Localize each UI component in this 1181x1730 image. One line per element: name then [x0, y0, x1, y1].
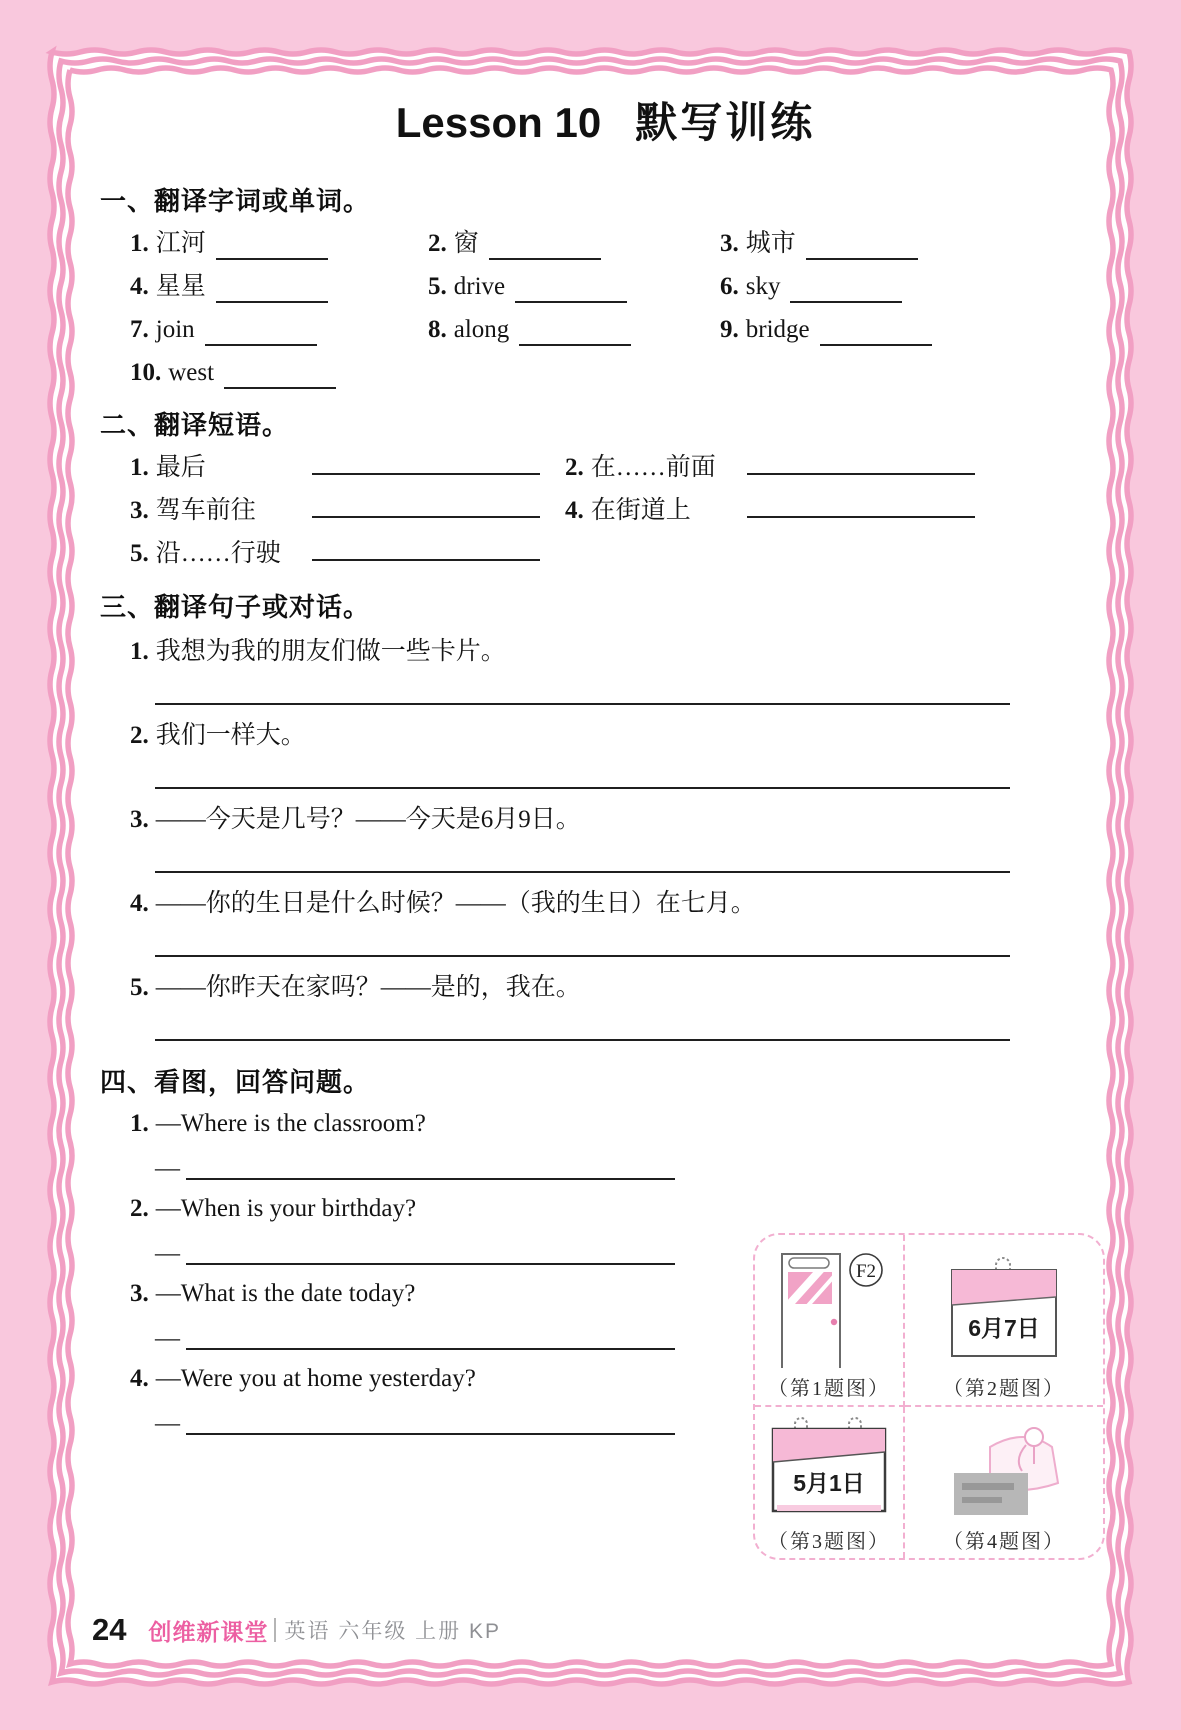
answer-blank: [515, 279, 627, 303]
answer-row: [155, 1410, 675, 1437]
item-number: 5.: [428, 273, 447, 300]
calendar-date: 6月7日: [968, 1315, 1040, 1341]
sentence-cn: ——你昨天在家吗？——是的，我在。: [155, 974, 581, 1001]
answer-blank: [312, 537, 540, 561]
item-number: 7.: [130, 316, 149, 343]
item-number: 5.: [130, 540, 149, 567]
phrase-item: [565, 494, 1111, 537]
answer-blank: [747, 494, 975, 518]
word-item: [720, 270, 1111, 313]
figure-3-caption: （第3题图）: [768, 1531, 890, 1553]
question-item: [130, 1193, 675, 1265]
brand-name: 创维新课堂: [148, 1618, 269, 1645]
phrase-label: [565, 494, 737, 528]
word-item: [720, 227, 1111, 270]
sentence-item: [130, 971, 1111, 1041]
item-phrase: 在……前面: [590, 454, 716, 481]
word-item: [428, 270, 720, 313]
item-number: 4.: [565, 497, 584, 524]
item-number: 3.: [720, 230, 739, 257]
figure-3-cell: [755, 1407, 905, 1558]
page-content: [70, 70, 1111, 1664]
item-number: 1.: [130, 230, 149, 257]
section4-heading: 四、看图，回答问题。: [100, 1067, 371, 1097]
answer-dash: —: [155, 1325, 180, 1352]
sentence-text: [130, 971, 1111, 1005]
phrase-label: [130, 494, 302, 528]
item-number: 2.: [565, 454, 584, 481]
item-number: 8.: [428, 316, 447, 343]
section4: [100, 1065, 1111, 1553]
answer-line: [155, 1039, 1010, 1041]
item-word: bridge: [745, 316, 810, 343]
section2-heading: 二、翻译短语。: [100, 410, 290, 440]
answer-dash: —: [155, 1240, 180, 1267]
calendar-date: 5月1日: [793, 1470, 865, 1496]
figure-2-caption: （第2题图）: [943, 1378, 1065, 1400]
sentence-cn: 我们一样大。: [155, 722, 306, 749]
answer-dash: —: [155, 1155, 180, 1182]
sofa-scene-illustration: [938, 1411, 1070, 1523]
section2-phrase-list: [100, 451, 1111, 580]
question-en: —Where is the classroom?: [155, 1110, 426, 1137]
item-word: 城市: [745, 230, 796, 257]
item-number: 3.: [130, 497, 149, 524]
lesson-title-cn: 默写训练: [635, 99, 816, 146]
answer-blank: [747, 451, 975, 475]
figure-panel: [753, 1233, 1105, 1560]
footer-divider: [274, 1618, 276, 1642]
item-number: 6.: [720, 273, 739, 300]
answer-blank: [519, 322, 631, 346]
sentence-cn: ——今天是几号？——今天是6月9日。: [155, 806, 581, 833]
page-footer: [92, 1612, 501, 1648]
book-meta: 英语 六年级 上册 KP: [284, 1620, 502, 1643]
answer-line: [155, 787, 1010, 789]
answer-blank: [489, 236, 601, 260]
calendar-illustration: [765, 1411, 893, 1523]
answer-blank: [312, 451, 540, 475]
word-item: [130, 313, 428, 356]
question-item: [130, 1363, 675, 1435]
answer-blank: [312, 494, 540, 518]
answer-row: [155, 1155, 675, 1182]
sentence-text: [130, 635, 1111, 669]
door-illustration: [772, 1242, 887, 1370]
page-title: [100, 98, 1111, 148]
sentence-text: [130, 719, 1111, 753]
question-en: —When is your birthday?: [155, 1195, 417, 1222]
answer-blank: [186, 1433, 675, 1435]
question-item: [130, 1278, 675, 1350]
item-number: 4.: [130, 890, 149, 917]
phrase-item: [130, 451, 565, 494]
item-number: 9.: [720, 316, 739, 343]
phrase-label: [130, 537, 302, 571]
figure-2-cell: [905, 1235, 1103, 1407]
sentence-text: [130, 887, 1111, 921]
item-number: 2.: [130, 1195, 149, 1222]
phrase-item: [565, 451, 1111, 494]
answer-blank: [790, 279, 902, 303]
sentence-cn: 我想为我的朋友们做一些卡片。: [155, 638, 506, 665]
item-word: 江河: [155, 230, 206, 257]
item-word: join: [155, 316, 195, 343]
answer-row: [155, 1240, 675, 1267]
answer-blank: [820, 322, 932, 346]
answer-blank: [216, 236, 328, 260]
section4-question-list: [100, 1108, 675, 1435]
item-number: 5.: [130, 974, 149, 1001]
answer-blank: [205, 322, 317, 346]
answer-blank: [224, 365, 336, 389]
item-phrase: 在街道上: [590, 497, 691, 524]
word-item: [130, 356, 428, 399]
question-en: —What is the date today?: [155, 1280, 416, 1307]
item-phrase: 沿……行驶: [155, 540, 281, 567]
word-item: [428, 313, 720, 356]
page-number: 24: [92, 1612, 127, 1647]
lesson-number: Lesson 10: [395, 99, 602, 146]
item-word: sky: [745, 273, 781, 300]
word-item: [130, 270, 428, 313]
item-word: west: [168, 359, 215, 386]
word-item: [428, 227, 720, 270]
sentence-item: [130, 635, 1111, 705]
item-number: 1.: [130, 1110, 149, 1137]
item-number: 4.: [130, 273, 149, 300]
question-item: [130, 1108, 675, 1180]
answer-line: [155, 871, 1010, 873]
item-number: 1.: [130, 638, 149, 665]
item-number: 4.: [130, 1365, 149, 1392]
answer-blank: [186, 1348, 675, 1350]
item-number: 1.: [130, 454, 149, 481]
word-item: [720, 313, 1111, 356]
answer-dash: —: [155, 1410, 180, 1437]
answer-row: [155, 1325, 675, 1352]
section1-heading: 一、翻译字词或单词。: [100, 186, 371, 216]
item-number: 10.: [130, 359, 162, 386]
question-en: —Were you at home yesterday?: [155, 1365, 476, 1392]
figure-4-caption: （第4题图）: [943, 1531, 1065, 1553]
answer-blank: [806, 236, 918, 260]
item-number: 3.: [130, 1280, 149, 1307]
sentence-item: [130, 803, 1111, 873]
figure-1-cell: [755, 1235, 905, 1407]
answer-blank: [186, 1178, 675, 1180]
question-text: [130, 1363, 675, 1395]
question-text: [130, 1278, 675, 1310]
figure-4-cell: [905, 1407, 1103, 1558]
phrase-label: [130, 451, 302, 485]
floor-label: F2: [855, 1261, 876, 1282]
item-word: 窗: [453, 230, 479, 257]
answer-blank: [216, 279, 328, 303]
item-word: drive: [453, 273, 506, 300]
sentence-text: [130, 803, 1111, 837]
item-number: 2.: [130, 722, 149, 749]
answer-blank: [186, 1263, 675, 1265]
answer-line: [155, 703, 1010, 705]
phrase-label: [565, 451, 737, 485]
item-number: 3.: [130, 806, 149, 833]
sentence-item: [130, 719, 1111, 789]
item-word: along: [453, 316, 510, 343]
question-text: [130, 1193, 675, 1225]
question-text: [130, 1108, 675, 1140]
item-number: 2.: [428, 230, 447, 257]
sentence-item: [130, 887, 1111, 957]
calendar-illustration: [942, 1252, 1066, 1370]
item-phrase: 驾车前往: [155, 497, 256, 524]
section3-sentence-list: [100, 635, 1111, 1041]
sentence-cn: ——你的生日是什么时候？——（我的生日）在七月。: [155, 890, 756, 917]
section1-word-list: [100, 227, 1111, 399]
phrase-item: [130, 494, 565, 537]
answer-line: [155, 955, 1010, 957]
item-word: 星星: [155, 273, 206, 300]
section3-heading: 三、翻译句子或对话。: [100, 592, 371, 622]
word-item: [130, 227, 428, 270]
item-phrase: 最后: [155, 454, 206, 481]
figure-1-caption: （第1题图）: [768, 1378, 890, 1400]
phrase-item: [130, 537, 565, 580]
